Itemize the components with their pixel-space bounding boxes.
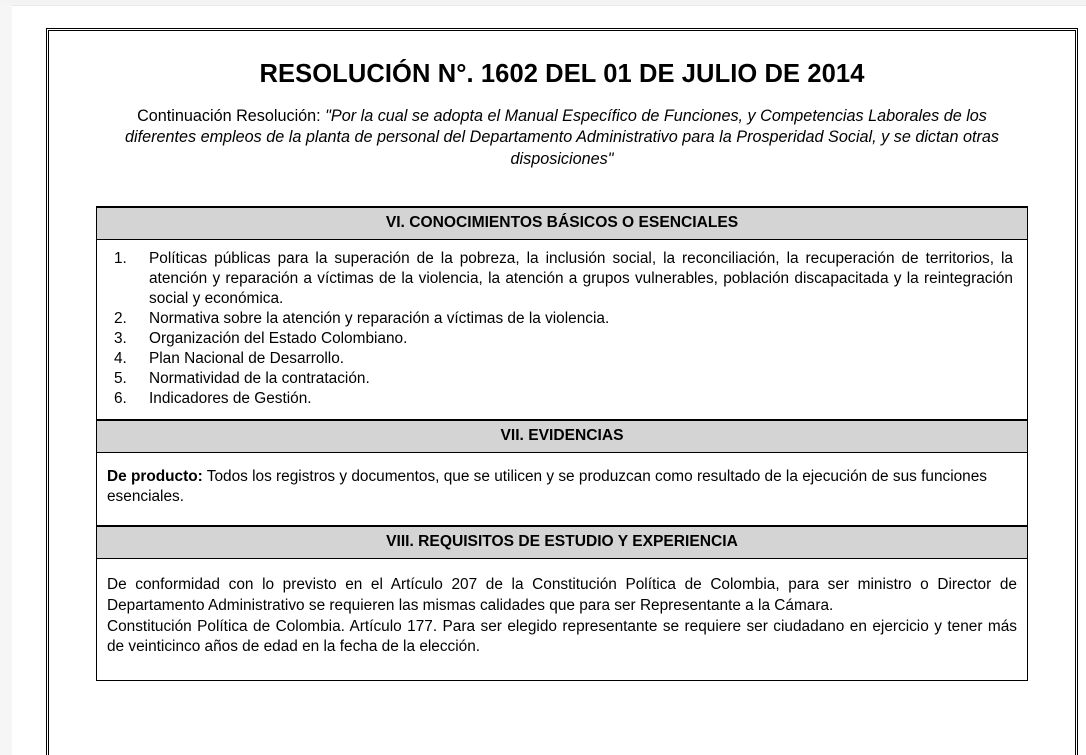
table-row (97, 453, 1028, 527)
list-item-number: 3. (114, 330, 127, 348)
list-item-number: 1. (114, 250, 127, 268)
list-item (105, 389, 1019, 409)
section-body-evidencias (97, 453, 1028, 527)
list-item (105, 309, 1019, 329)
table-row (97, 207, 1028, 240)
evidence-label: De producto: (107, 468, 203, 486)
page-content (49, 31, 1075, 681)
continuation-paragraph (107, 106, 1017, 171)
list-item-number: 6. (114, 390, 127, 408)
continuation-label: Continuación Resolución: (137, 106, 326, 125)
table-row (97, 559, 1028, 681)
section-body-conocimientos (97, 240, 1028, 421)
page-title: RESOLUCIÓN N°. 1602 DEL 01 DE JULIO DE 2014 (259, 60, 865, 88)
list-item-number: 4. (114, 350, 127, 368)
section-header-conocimientos: VI. CONOCIMIENTOS BÁSICOS O ESENCIALES (97, 207, 1028, 240)
table-row (97, 420, 1028, 453)
left-margin-gutter (0, 5, 12, 755)
top-edge-strip (0, 0, 1086, 6)
section-body-requisitos (97, 559, 1028, 681)
list-item (105, 349, 1019, 369)
list-item-number: 5. (114, 370, 127, 388)
list-item (105, 249, 1019, 309)
page-frame (46, 28, 1078, 755)
requirements-paragraph: De conformidad con lo previsto en el Artículo 207 de la Constitución Política de Colombia, para ser ministro o Director de Departamento Administrativo se requieren las mismas calidades que para ser Representante a la Cámara. (107, 576, 1017, 615)
list-item (105, 369, 1019, 389)
evidence-text: Todos los registros y documentos, que se utilicen y se produzcan como resultado de la ejecución de sus funciones esenciales. (107, 468, 987, 506)
list-item-number: 2. (114, 310, 127, 328)
continuation-quote: "Por la cual se adopta el Manual Específico de Funciones, y Competencias Laborales de los diferentes empleos de la planta de personal del Departamento Administrativo para la Prosperidad Social, y se dictan otras disposiciones" (124, 106, 999, 168)
list-item-text: Normativa sobre la atención y reparación a víctimas de la violencia. (149, 310, 610, 328)
list-item-text: Organización del Estado Colombiano. (149, 330, 408, 348)
table-row (97, 240, 1028, 421)
requirements-paragraph: Constitución Política de Colombia. Artículo 177. Para ser elegido representante se requiere ser ciudadano en ejercicio y tener más de veinticinco años de edad en la fecha de la elección. (107, 617, 1017, 656)
list-item-text: Indicadores de Gestión. (149, 390, 312, 408)
list-item-text: Normatividad de la contratación. (149, 370, 370, 388)
list-item (105, 329, 1019, 349)
list-item-text: Plan Nacional de Desarrollo. (149, 350, 345, 368)
manual-sections-table (96, 206, 1028, 681)
list-item-text: Políticas públicas para la superación de la pobreza, la inclusión social, la reconciliación, la recuperación de territorios, la atención y reparación a víctimas de la violencia, la atención a grupos vulnerables, población discapacitada y la reintegración social y económica. (149, 250, 1013, 308)
knowledge-list (105, 249, 1019, 409)
section-header-requisitos: VIII. REQUISITOS DE ESTUDIO Y EXPERIENCIA (97, 526, 1028, 559)
section-header-evidencias: VII. EVIDENCIAS (97, 420, 1028, 453)
table-row (97, 526, 1028, 559)
